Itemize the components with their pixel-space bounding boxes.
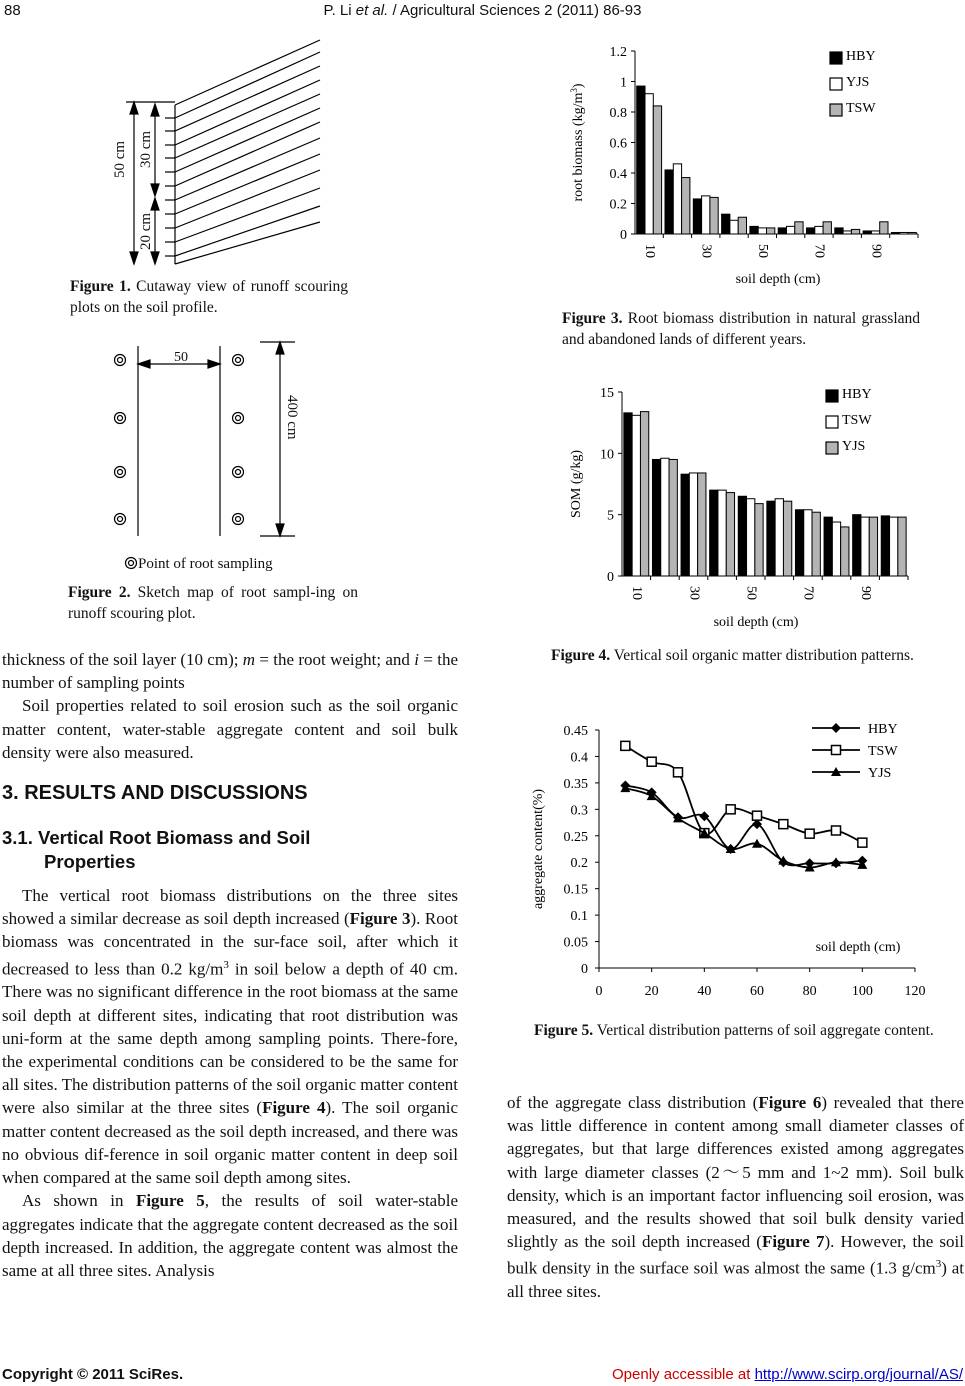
y-tick-label: 0.4 [609, 167, 627, 182]
bar-hby [722, 214, 730, 234]
bar-yjs [900, 232, 908, 234]
figure4-chart [560, 378, 940, 633]
sampling-point-inner [118, 470, 123, 475]
y-tick-label: 0 [581, 962, 588, 977]
legend-swatch-yjs [830, 78, 842, 90]
series-line-tsw [625, 746, 862, 843]
sampling-point-outer [115, 413, 126, 424]
y-tick-label: 0.35 [563, 776, 588, 792]
y-axis-label: aggregate content(%) [531, 788, 546, 910]
sampling-point-icon [124, 556, 138, 570]
data-point-tsw [858, 838, 867, 847]
bar-yjs [669, 459, 677, 576]
data-point-tsw [647, 757, 656, 766]
bar-yjs [645, 94, 653, 234]
x-axis-label: soil depth (cm) [713, 615, 799, 630]
y-tick-label: 0.3 [570, 803, 588, 819]
bar-tsw [689, 473, 697, 576]
bar-tsw [908, 232, 916, 234]
y-tick-label: 0 [620, 228, 627, 243]
legend-label-hby: HBY [846, 49, 876, 64]
legend-label-yjs: YJS [868, 766, 892, 781]
subsection-heading [2, 826, 310, 874]
text-run: , the results of soil water-stable aggregates indicate that the aggregate content decreased as the soil depth increased. In addition, the aggregate content was almost the same at all three sites. Analysis [2, 1191, 458, 1280]
y-tick-label: 0.1 [570, 909, 588, 925]
sampling-point-inner [236, 416, 241, 421]
figure5-caption [534, 1020, 946, 1041]
bar-hby [881, 516, 889, 576]
y-tick-label: 0.6 [609, 136, 627, 152]
figure1-cutaway-drawing [100, 30, 340, 270]
paragraph-thickness [2, 648, 458, 694]
bar-yjs [783, 501, 791, 576]
x-tick-label: 40 [697, 984, 712, 999]
text-run: ). However, the soil bulk density in the surface soil was almost the same (1.3 g/cm [507, 1232, 964, 1279]
text-run: As shown in [22, 1191, 136, 1211]
series-line-hby [625, 786, 862, 866]
figure2-sampling-sketch [110, 338, 310, 572]
subsection-heading-line2: Properties [44, 851, 136, 872]
y-tick-label: 0.4 [570, 750, 588, 766]
bar-yjs [702, 196, 710, 234]
paragraph-root-biomass [2, 884, 458, 1189]
x-tick-label: 120 [904, 984, 926, 999]
bar-tsw [710, 197, 718, 234]
legend-marker-tsw [832, 746, 841, 755]
sampling-point-outer [233, 467, 244, 478]
subsection-heading-line1: 3.1. Vertical Root Biomass and Soil [2, 827, 311, 848]
y-tick-label: 0.05 [563, 935, 588, 951]
figure2-label-50: 50 [174, 350, 188, 365]
bar-tsw [851, 229, 859, 234]
data-point-tsw [726, 805, 735, 814]
bar-hby [738, 496, 746, 576]
italic-i: i [414, 650, 419, 669]
text-run: ). Root biomass was concentrated in the sur-face soil, after which it decreased to less than 0.2 kg/m [2, 909, 458, 979]
figure2-legend [124, 556, 273, 573]
text-run: = the number of sampling points [2, 650, 458, 693]
running-title [0, 2, 965, 19]
bar-tsw [861, 517, 869, 576]
data-point-tsw [805, 829, 814, 838]
legend-label-hby: HBY [868, 722, 898, 737]
figure1-caption [70, 276, 348, 318]
bar-yjs [758, 228, 766, 234]
bar-hby [824, 517, 832, 576]
x-tick-label: 10 [629, 586, 645, 600]
y-tick-label: 5 [607, 508, 614, 524]
paragraph-soil-properties: Soil properties related to soil erosion such as the soil organic matter content, water-stable aggregate content and soil bulk density were also measured. [2, 696, 458, 762]
bar-hby [853, 515, 861, 576]
sampling-point-inner [236, 517, 241, 522]
sampling-point-outer [233, 514, 244, 525]
copyright: Copyright © 2011 SciRes. [2, 1366, 184, 1383]
y-tick-label: 0 [607, 570, 614, 585]
bar-hby [795, 510, 803, 576]
y-tick-label: 0.45 [563, 724, 588, 739]
sampling-point-outer [115, 514, 126, 525]
x-tick-label: 50 [755, 244, 771, 258]
figure7-reference[interactable]: Figure 7 [761, 1232, 825, 1252]
legend-swatch-hby [826, 390, 838, 402]
x-tick-label: 30 [686, 586, 702, 600]
x-tick-label: 70 [800, 586, 816, 600]
bar-hby [637, 86, 645, 234]
figure2-caption [68, 582, 358, 624]
figure4-caption-text: Vertical soil organic matter distribution patterns. [610, 647, 914, 664]
figure3-chart [560, 36, 940, 291]
legend-label-tsw: TSW [868, 744, 898, 759]
superscript: 3 [935, 1258, 942, 1271]
text-run: The vertical root biomass distributions on the three sites showed a similar decrease as soil depth increased ( [2, 886, 458, 929]
bar-tsw [880, 222, 888, 234]
bar-yjs [871, 231, 879, 234]
bar-tsw [632, 415, 640, 576]
y-axis-label: SOM (g/kg) [569, 449, 584, 519]
right-column-body [507, 1091, 964, 1303]
sampling-point-outer [233, 355, 244, 366]
sampling-point-outer [115, 355, 126, 366]
x-tick-label: 70 [811, 244, 827, 258]
bar-yjs [869, 517, 877, 576]
bar-hby [807, 228, 815, 234]
figure4-caption-label: Figure 4. [551, 647, 611, 664]
figure3-reference[interactable]: Figure 3 [349, 909, 411, 929]
x-tick-label: 80 [802, 984, 817, 999]
access-line [612, 1366, 963, 1383]
data-point-tsw [621, 741, 630, 750]
figure4-caption [551, 645, 929, 666]
figure1-caption-text: Cutaway view of runoff scouring plots on the soil profile. [70, 278, 348, 316]
sampling-point-inner [118, 416, 123, 421]
x-tick-label: 10 [641, 244, 657, 258]
y-tick-label: 10 [600, 447, 614, 463]
bar-yjs [898, 517, 906, 576]
superscript: 3 [223, 958, 229, 971]
bar-hby [624, 413, 632, 576]
x-axis-label: soil depth (cm) [735, 272, 821, 287]
bar-yjs [698, 473, 706, 576]
bar-hby [863, 231, 871, 234]
bar-yjs [787, 226, 795, 234]
x-tick-label: 50 [743, 586, 759, 600]
text-run: = the root weight; and [255, 650, 415, 669]
bar-tsw [804, 510, 812, 576]
figure3-caption [562, 308, 920, 350]
x-tick-label: 0 [595, 984, 603, 999]
bar-yjs [673, 164, 681, 234]
y-tick-label: 0.8 [609, 106, 627, 121]
bar-tsw [718, 490, 726, 576]
running-title-journal: / Agricultural Sciences 2 (2011) 86-93 [388, 2, 642, 19]
data-point-tsw [779, 820, 788, 829]
bar-yjs [726, 493, 734, 576]
section-heading: 3. RESULTS AND DISCUSSIONS [2, 782, 308, 804]
y-axis-label: root biomass $(kg/m^3)$ [569, 83, 586, 202]
figure4-reference[interactable]: Figure 4 [262, 1098, 326, 1118]
figure5-reference[interactable]: Figure 5 [135, 1191, 205, 1211]
bar-tsw [775, 499, 783, 576]
bar-tsw [823, 222, 831, 234]
legend-swatch-tsw [830, 104, 842, 116]
bar-hby [652, 459, 660, 576]
sampling-point-inner [236, 470, 241, 475]
y-tick-label: 1.2 [609, 45, 627, 60]
running-title-etal: et al. [355, 2, 389, 19]
figure1-label-30cm: 30 cm [138, 130, 154, 168]
bar-tsw [747, 499, 755, 576]
sampling-point-outer [115, 467, 126, 478]
bar-yjs [730, 220, 738, 234]
bar-tsw [661, 458, 669, 576]
y-tick-label: 0.2 [570, 856, 588, 872]
x-tick-label: 100 [851, 984, 873, 999]
text-run: ) at all three sites. [507, 1259, 965, 1302]
legend-label-hby: HBY [842, 387, 872, 402]
paragraph-aggregates [2, 1189, 458, 1282]
legend-swatch-hby [830, 52, 842, 64]
x-tick-label: 60 [750, 984, 764, 999]
bar-yjs [815, 226, 823, 234]
figure5-chart [520, 712, 940, 1004]
figure3-caption-text: Root biomass distribution in natural grassland and abandoned lands of different years. [562, 310, 921, 348]
y-tick-label: 0.15 [563, 882, 588, 898]
sampling-point-inner [236, 358, 241, 363]
x-axis-label: soil depth (cm) [815, 940, 901, 955]
sampling-point-outer [233, 413, 244, 424]
journal-url-link[interactable]: http://www.scirp.org/journal/AS/ [754, 1366, 963, 1383]
left-column-body [2, 884, 458, 1282]
bar-yjs [843, 231, 851, 234]
text-run: of the aggregate class distribution ( [507, 1093, 759, 1112]
bar-tsw [738, 217, 746, 234]
figure6-reference[interactable]: Figure 6 [758, 1093, 822, 1112]
x-tick-label: 90 [857, 586, 873, 600]
text-run: ). The soil organic matter content decreased as the soil depth increased, and there was no obvious dif-ference in soil organic matter content in deep soil when compared at the same soil depth among sites. [2, 1098, 458, 1188]
bar-tsw [795, 222, 803, 234]
text-run: ) revealed that there was little difference in content among small diameter classes of aggregates, but that large differences existed among aggregates with large diameter classes (2～5 mm and 1~2 mm). Soil bulk density, which is an important factor influencing soil erosion, was measured, and the results showed that soil bulk density varied slightly as the soil depth increased ( [507, 1093, 964, 1252]
left-column-text [2, 648, 458, 764]
bar-yjs [640, 412, 648, 576]
bar-tsw [767, 228, 775, 234]
bar-yjs [755, 504, 763, 576]
figure2-caption-label: Figure 2. [68, 584, 131, 601]
data-point-tsw [674, 768, 683, 777]
bar-hby [665, 170, 673, 234]
bar-tsw [682, 178, 690, 234]
y-tick-label: 1 [620, 75, 627, 91]
y-tick-label: 0.25 [563, 829, 588, 845]
figure2-legend-text: Point of root sampling [138, 556, 273, 572]
bar-tsw [653, 106, 661, 234]
bar-hby [681, 474, 689, 576]
figure5-caption-label: Figure 5. [534, 1022, 594, 1039]
sampling-point-inner [118, 358, 123, 363]
legend-marker-hby [831, 723, 841, 733]
bar-hby [835, 228, 843, 234]
x-tick-label: 30 [698, 244, 714, 258]
italic-m: m [242, 650, 256, 669]
data-point-tsw [832, 826, 841, 835]
bar-yjs [841, 527, 849, 576]
running-title-authors: P. Li [323, 2, 356, 19]
y-tick-label: 0.2 [609, 197, 627, 213]
data-point-tsw [753, 811, 762, 820]
bar-tsw [890, 517, 898, 576]
bar-hby [750, 226, 758, 234]
y-tick-label: 15 [600, 386, 614, 401]
figure3-caption-label: Figure 3. [562, 310, 623, 327]
figure2-caption-text: Sketch map of root sampl-ing on runoff scouring plot. [68, 584, 358, 622]
figure2-label-400cm: 400 cm [284, 395, 300, 440]
bar-tsw [832, 522, 840, 576]
figure1-label-50cm: 50 cm [112, 140, 128, 178]
sampling-point-inner [118, 517, 123, 522]
legend-swatch-yjs [826, 442, 838, 454]
legend-swatch-tsw [826, 416, 838, 428]
legend-label-yjs: YJS [846, 75, 870, 90]
figure5-caption-text: Vertical distribution patterns of soil aggregate content. [593, 1022, 934, 1039]
bar-hby [891, 232, 899, 234]
legend-label-yjs: YJS [842, 439, 866, 454]
legend-label-tsw: TSW [842, 413, 872, 428]
bar-hby [710, 490, 718, 576]
text-run: thickness of the soil layer (10 cm); [2, 650, 243, 669]
page-number: 88 [4, 2, 21, 19]
text-run: in soil below a depth of 40 cm. There was no significant difference in the root biomass at the same soil depth at different sites, indicating that root distribution was uni-form at the same depth among sampling points. There-fore, the experimental conditions can be considered to be the same for all sites. The distribution patterns of the soil organic matter content were also similar at the three sites ( [2, 959, 458, 1118]
bar-yjs [812, 512, 820, 576]
x-tick-label: 20 [644, 984, 659, 999]
legend-label-tsw: TSW [846, 101, 876, 116]
x-tick-label: 90 [868, 244, 884, 258]
bar-hby [767, 501, 775, 576]
bar-hby [693, 199, 701, 234]
access-text: Openly accessible at [612, 1366, 755, 1383]
figure1-label-20cm: 20 cm [138, 212, 154, 250]
figure1-caption-label: Figure 1. [70, 278, 131, 295]
bar-hby [778, 228, 786, 234]
paragraph-aggregate-class [507, 1091, 964, 1303]
